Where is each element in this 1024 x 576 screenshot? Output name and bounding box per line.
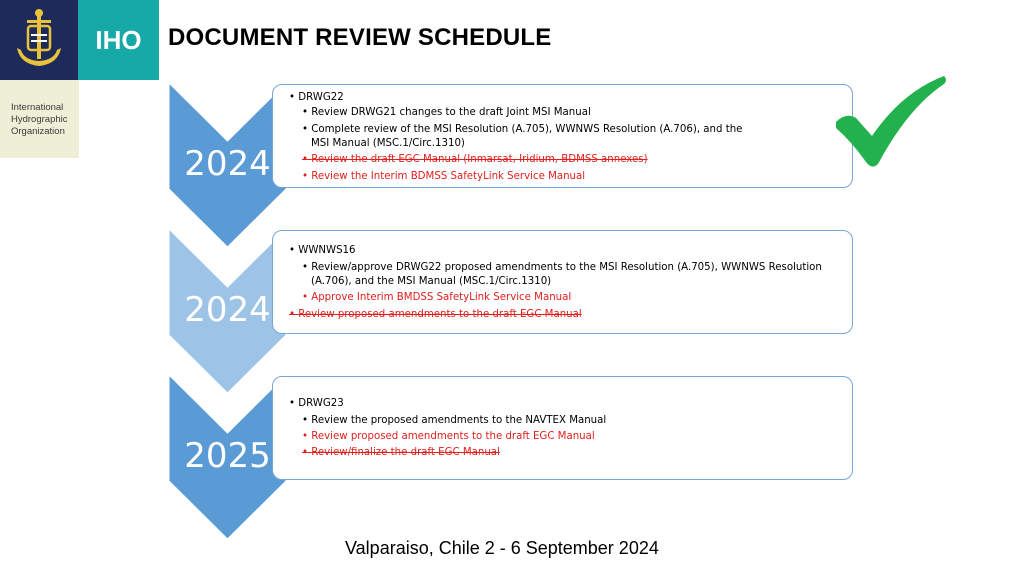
task-item-continuation: (A.706), and the MSI Manual (MSC.1/Circ.1310) <box>311 276 552 287</box>
year-label-1: 2024 <box>184 144 271 184</box>
schedule-card-2 <box>272 230 853 334</box>
task-item: • Review DRWG21 changes to the draft Joint MSI Manual <box>302 106 591 120</box>
iho-brand: IHO <box>78 0 159 80</box>
task-item: • Review the proposed amendments to the NAVTEX Manual <box>302 414 606 428</box>
org-line-1: International <box>11 102 64 113</box>
task-item: • Review/approve DRWG22 proposed amendments to the MSI Resolution (A.705), WWNWS Resolution <box>302 261 822 275</box>
task-item-highlighted: • Review proposed amendments to the draft EGC Manual <box>302 430 595 444</box>
org-line-3: Organization <box>11 126 65 137</box>
year-label-2: 2024 <box>184 290 271 330</box>
org-line-2: Hydrographic <box>11 114 68 125</box>
task-item-struck: • Review/finalize the draft EGC Manual <box>302 446 500 460</box>
task-item-highlighted: • Review the Interim BDMSS SafetyLink Service Manual <box>302 170 585 184</box>
iho-emblem-logo <box>0 0 78 80</box>
task-item-highlighted: • Approve Interim BMDSS SafetyLink Service Manual <box>302 291 571 305</box>
meeting-name: • WWNWS16 <box>289 244 356 258</box>
year-label-3: 2025 <box>184 436 271 476</box>
anchor-emblem-icon <box>0 0 78 80</box>
page-title: DOCUMENT REVIEW SCHEDULE <box>168 24 552 51</box>
task-item-continuation: MSI Manual (MSC.1/Circ.1310) <box>311 138 465 149</box>
task-item-struck: • Review proposed amendments to the draft EGC Manual <box>289 308 582 322</box>
meeting-name: • DRWG22 <box>289 91 344 105</box>
checkmark-icon <box>832 72 950 172</box>
organization-name <box>0 80 79 158</box>
task-item-struck: • Review the draft EGC Manual (Inmarsat, Iridium, BDMSS annexes) <box>302 153 648 167</box>
footer-location-date: Valparaiso, Chile 2 - 6 September 2024 <box>345 538 659 558</box>
task-item: • Complete review of the MSI Resolution (A.705), WWNWS Resolution (A.706), and the <box>302 123 742 137</box>
schedule-card-1 <box>272 84 853 188</box>
schedule-card-3 <box>272 376 853 480</box>
meeting-name: • DRWG23 <box>289 397 344 411</box>
